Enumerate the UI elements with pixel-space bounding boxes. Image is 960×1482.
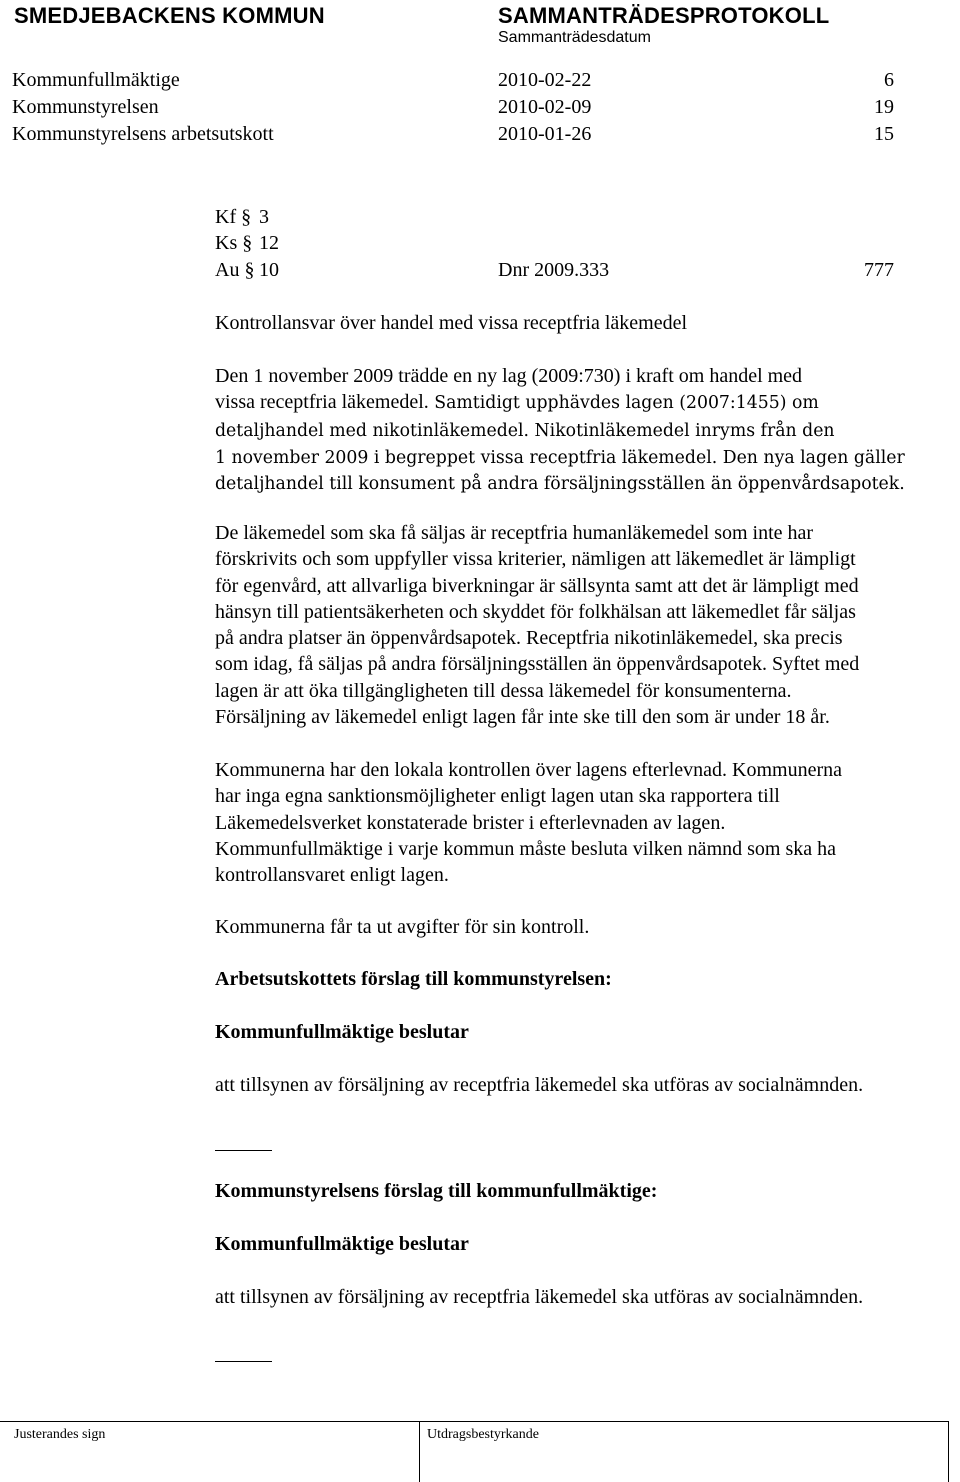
text-line: kontrollansvaret enligt lagen. [215,864,449,887]
au-proposal-heading: Arbetsutskottets förslag till kommunstyrelsen: [215,968,612,990]
paragraph-drugs [215,520,960,730]
text-line: lagen är att öka tillgängligheten till dessa läkemedel för konsumenterna. [215,679,792,702]
meeting-page: 6 [884,69,894,91]
section-number: 3 [259,206,269,228]
text-line [215,417,960,444]
text-line: De läkemedel som ska få säljas är receptfria humanläkemedel som inte har [215,522,814,544]
paragraph-intro [215,363,960,497]
footer-divider [948,1421,949,1482]
section-number: 12 [259,232,279,254]
au-decision-text: att tillsynen av försäljning av receptfria läkemedel ska utföras av socialnämnden. [215,1074,864,1096]
text-line: Kommunfullmäktige i varje kommun måste besluta vilken nämnd som ska ha [215,837,836,860]
text-fragment: vissa receptfria läkemedel. [215,391,429,414]
dnr-label: Dnr 2009.333 [498,259,610,281]
meeting-page: 19 [874,96,894,118]
separator-dash [215,1150,272,1151]
text-line [215,444,960,471]
text-line: detaljhandel till konsument på andra försäljningsställen än öppenvårdsapotek. [215,474,905,495]
text-line: Kommunerna får ta ut avgifter för sin kontroll. [215,916,590,938]
meeting-date: 2010-01-26 [498,123,592,145]
meeting-body: Kommunstyrelsens arbetsutskott [12,123,274,145]
ks-decision-text: att tillsynen av försäljning av receptfria läkemedel ska utföras av socialnämnden. [215,1286,864,1308]
meeting-date: 2010-02-09 [498,96,592,118]
page-title: Kontrollansvar över handel med vissa receptfria läkemedel [215,312,688,334]
text-fragment: detaljhandel med nikotinläkemedel. [215,420,530,441]
footer-certify-label: Utdragsbestyrkande [427,1427,539,1442]
paragraph-control [215,757,960,888]
text-fragment: Samtidigt upphävdes lagen (2007:1455) om [428,393,819,414]
text-line: som idag, få säljas på andra försäljningsställen än öppenvårdsapotek. Syftet med [215,653,860,676]
au-decides-heading: Kommunfullmäktige beslutar [215,1021,469,1043]
text-fragment: Nikotinläkemedel inryms från den [529,420,835,441]
section-key: Au § [215,259,255,281]
section-key: Kf § [215,206,252,228]
document-type: SAMMANTRÄDESPROTOKOLL [498,3,830,28]
text-line: Läkemedelsverket konstaterade brister i efterlevnaden av lagen. [215,811,726,834]
date-label: Sammanträdesdatum [498,29,651,46]
dnr-number: 777 [864,259,894,281]
separator-dash [215,1361,272,1362]
text-line: på andra platser än öppenvårdsapotek. Receptfria nikotinläkemedel, ska precis [215,627,843,650]
ks-proposal-heading: Kommunstyrelsens förslag till kommunfullmäktige: [215,1180,658,1202]
text-line: förskrivits och som uppfyller vissa kriterier, nämligen att läkemedlet är lämpligt [215,548,856,571]
text-line: hänsyn till patientsäkerheten och skyddet för folkhälsan att läkemedlet får säljas [215,600,856,623]
text-fragment: Den nya lagen gäller [717,447,905,468]
section-key: Ks § [215,232,253,254]
text-line: för egenvård, att allvarliga biverkningar är sällsynta samt att det är lämpligt med [215,574,859,597]
section-number: 10 [259,259,279,281]
text-line: Kommunerna har den lokala kontrollen över lagens efterlevnad. Kommunerna [215,759,843,781]
text-line: Den 1 november 2009 trädde en ny lag (2009:730) i kraft om handel med [215,365,803,387]
text-line: Försäljning av läkemedel enligt lagen får inte ske till den som är under 18 år. [215,706,830,729]
organization-name: SMEDJEBACKENS KOMMUN [14,3,325,28]
meeting-body: Kommunstyrelsen [12,96,159,118]
meeting-body: Kommunfullmäktige [12,69,180,91]
footer-sign-label: Justerandes sign [14,1427,106,1442]
paragraph-fees [215,914,960,940]
footer-divider [419,1421,420,1482]
text-fragment: 1 november 2009 i begreppet vissa receptfria läkemedel. [215,447,718,468]
meeting-page: 15 [874,123,894,145]
text-line [215,389,960,416]
text-line: har inga egna sanktionsmöjligheter enligt lagen utan ska rapportera till [215,785,780,808]
meeting-date: 2010-02-22 [498,69,592,91]
footer-rule [0,1421,948,1422]
ks-decides-heading: Kommunfullmäktige beslutar [215,1233,469,1255]
